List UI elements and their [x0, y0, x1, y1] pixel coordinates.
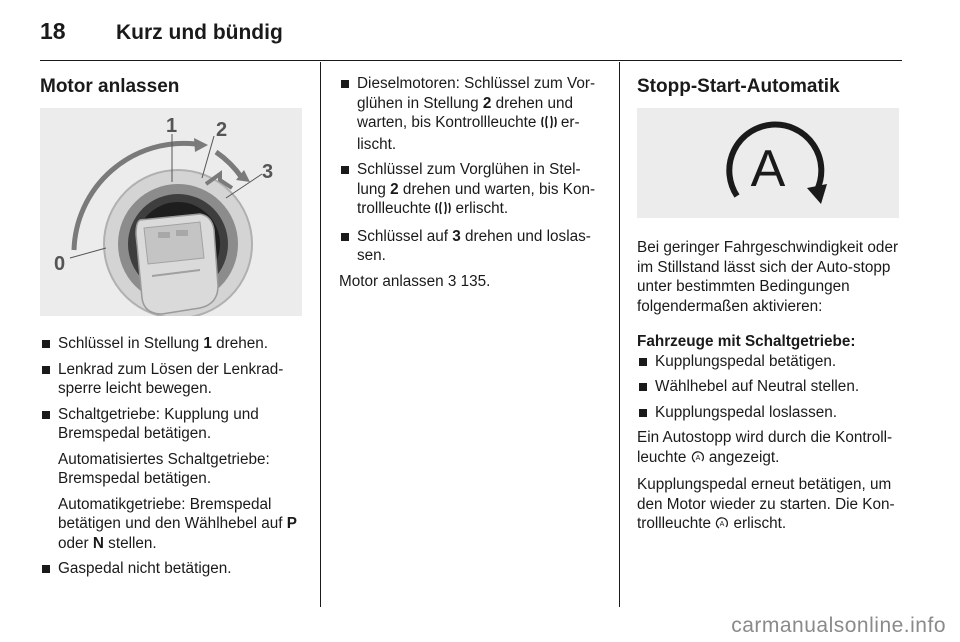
list-item: Schlüssel auf 3 drehen und loslas-sen. — [339, 227, 604, 266]
glow-plug-icon — [435, 201, 451, 221]
reference-arrow-icon: 3 — [447, 272, 457, 290]
list-item: Kupplungspedal loslassen. — [637, 403, 904, 423]
section-heading-motor-anlassen: Motor anlassen — [40, 76, 180, 97]
page-header — [40, 18, 283, 45]
position-label-3: 3 — [262, 161, 274, 183]
list-item: Dieselmotoren: Schlüssel zum Vor-glühen in Stellung 2 drehen und warten, bis Kontrollleuchte er-lischt. — [339, 74, 604, 154]
column-stopp-start — [637, 74, 904, 542]
autostop-large-icon — [637, 108, 899, 218]
autostop-indicator-paragraph: Ein Autostopp wird durch die Kontroll-leuchte A angezeigt. — [637, 428, 904, 469]
page-title: Kurz und bündig — [116, 21, 283, 44]
column-divider-1 — [320, 62, 321, 607]
watermark: carmanualsonline.info — [731, 614, 946, 637]
autostop-icon-figure — [637, 108, 899, 218]
column-divider-2 — [619, 62, 620, 607]
list-item: Schaltgetriebe: Kupplung und Bremspedal betätigen. — [40, 405, 302, 444]
section-heading-stopp-start: Stopp-Start-Automatik — [637, 76, 840, 97]
list-item: Schlüssel in Stellung 1 drehen. — [40, 334, 302, 354]
page-number: 18 — [40, 18, 66, 44]
intro-paragraph: Bei geringer Fahrgeschwindigkeit oder im Stillstand lässt sich der Auto-stopp unter bestimmten Bedingungen folgendermaßen aktivieren: — [637, 239, 899, 315]
list-item: Kupplungspedal betätigen. — [637, 352, 904, 372]
list-item: Lenkrad zum Lösen der Lenkrad-sperre leicht bewegen. — [40, 360, 302, 399]
ignition-illustration — [40, 108, 302, 316]
list-subitem: Automatikgetriebe: Bremspedal betätigen und den Wählhebel auf P oder N stellen. — [58, 495, 297, 552]
list-item: Gaspedal nicht betätigen. — [40, 559, 302, 579]
position-label-2: 2 — [216, 119, 228, 141]
autostop-letter: A — [750, 140, 786, 198]
column-motor-anlassen — [40, 74, 302, 585]
glow-plug-icon — [541, 115, 557, 135]
list-item: Schlüssel zum Vorglühen in Stel-lung 2 drehen und warten, bis Kon-trollleuchte erlischt. — [339, 160, 604, 221]
column-diesel — [339, 74, 604, 297]
cross-reference[interactable]: Motor anlassen 3 135. — [339, 272, 491, 290]
autostop-icon — [691, 450, 705, 470]
list-item: Wählhebel auf Neutral stellen. — [637, 377, 904, 397]
svg-text:A: A — [695, 454, 700, 462]
position-label-0: 0 — [54, 253, 66, 275]
autostop-icon — [715, 516, 729, 536]
header-rule — [40, 60, 902, 61]
list-subitem: Automatisiertes Schaltgetriebe: Bremspedal betätigen. — [58, 450, 270, 487]
manual-transmission-heading: Fahrzeuge mit Schaltgetriebe: — [637, 333, 856, 350]
svg-text:A: A — [719, 521, 725, 528]
ignition-key-figure — [40, 108, 302, 316]
restart-paragraph: Kupplungspedal erneut betätigen, um den Motor wieder zu starten. Die Kon-trollleuchte A erlischt. — [637, 475, 904, 536]
position-label-1: 1 — [166, 115, 178, 137]
